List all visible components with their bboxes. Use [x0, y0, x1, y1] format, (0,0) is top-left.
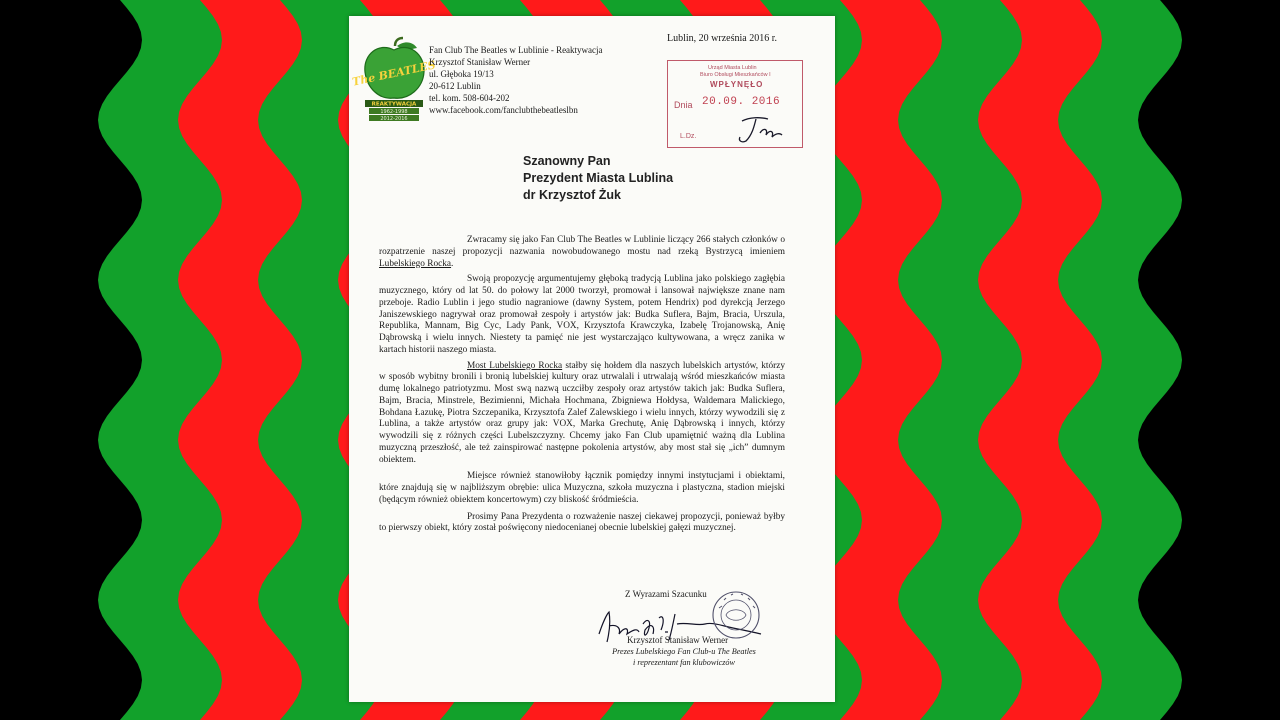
paragraph-1: Zwracamy się jako Fan Club The Beatles w Lublinie liczący 266 stałych członków o rozpatrzenie naszej propozycji nazwania nowobudowanego mostu nad rzeką Bystrzycą imieniem Lubelskiego Rocka.	[379, 235, 785, 269]
highlight-most-lubelskiego-rocka: Most Lubelskiego Rocka	[467, 360, 563, 371]
closing-phrase: Z Wyrazami Szacunku	[625, 589, 707, 599]
addressee-block	[523, 153, 673, 204]
addressee-salutation: Szanowny Pan	[523, 154, 611, 168]
letter-date: Lublin, 20 września 2016 r.	[667, 33, 777, 44]
stamp-dnia-label: Dnia	[674, 100, 693, 110]
paragraph-2: Swoją propozycję argumentujemy głęboką tradycją Lublina jako polskiego zagłębia muzycznego, który od lat 50. do połowy lat 2000 tworzył, promował i lansował największe znane nam przeboje. Radio Lublin i jego studio nagraniowe (dawny System, potem Hendrix) pod dyrekcją Jerzego Janiszewskiego nagrywał oraz promował zespoły i artystów jak: Budka Suflera, Bajm, Bracia, Urszula, Republika, Mannam, Big Cyc, Lady Pank, VOX, Krzysztofa Krawczyka, Izabelę Trojanowską, Anię Dąbrowską i wielu innych. Niestety ta pamięć nie jest wystarczająco kultywowana, a wręcz zanika w kartach historii naszego miasta.	[379, 274, 785, 355]
letter-body	[379, 235, 785, 540]
paragraph-5: Prosimy Pana Prezydenta o rozważenie naszej ciekawej propozycji, ponieważ byłby to pierwszy obiekt, który został poświęcony niedocenianej obecnie lubelskiej gałęzi muzycznej.	[379, 511, 785, 534]
paragraph-4: Miejsce również stanowiłoby łącznik pomiędzy innymi instytucjami i obiektami, które znajdują się w najbliższym obrębie: ulica Muzyczna, szkoła muzyczna i plastyczna, stadion miejski (będącym również obiektem koncertowym) czy bliskość śródmieścia.	[379, 471, 785, 505]
stamp-department: Biuro Obsługi Mieszkańców I	[700, 72, 771, 78]
highlight-lubelskiego-rocka: Lubelskiego Rocka	[379, 258, 452, 269]
svg-text:The BEATLES: The BEATLES	[351, 58, 437, 89]
stamp-initials-signature	[730, 115, 790, 145]
svg-text:1962-1998: 1962-1998	[380, 108, 408, 115]
stamp-date: 20.09. 2016	[702, 96, 781, 108]
signatory-name: Krzysztof Stanisław Werner	[627, 635, 729, 645]
stamp-office: Urząd Miasta Lublin	[708, 65, 757, 71]
sender-org: Fan Club The Beatles w Lublinie - Reaktywacja	[429, 45, 603, 55]
received-stamp	[667, 60, 803, 148]
svg-text:REAKTYWACJA: REAKTYWACJA	[371, 101, 417, 108]
signatory-title: Prezes Lubelskiego Fan Club-u The Beatles i reprezentant fan klubowiczów	[612, 647, 756, 667]
stamp-received-label: WPŁYNĘŁO	[710, 80, 764, 89]
addressee-title: Prezydent Miasta Lublina	[523, 171, 674, 185]
sender-website: www.facebook.com/fanclubthebeatleslbn	[429, 104, 578, 115]
sender-block	[429, 45, 603, 116]
fan-club-seal	[711, 590, 761, 640]
svg-text:2012-2016: 2012-2016	[380, 115, 408, 122]
addressee-name: dr Krzysztof Żuk	[523, 188, 621, 202]
sender-city: 20-612 Lublin	[429, 80, 481, 91]
sender-name: Krzysztof Stanisław Werner	[429, 56, 531, 67]
beatles-apple-logo	[351, 38, 437, 122]
letter-page	[349, 16, 835, 702]
sender-street: ul. Głęboka 19/13	[429, 68, 494, 79]
stamp-ldz-label: L.Dz.	[680, 133, 697, 140]
paragraph-3: Most Lubelskiego Rocka stałby się hołdem dla naszych lubelskich artystów, którzy w sposób wybitny bronili i bronią lubelskiej kultury oraz utrwalali i utrwalają wśród mieszkańców miasta dumę lokalnego patriotyzmu. Most swą nazwą uczciłby zespoły oraz artystów takich jak: Budka Suflera, Bajm, Bracia, Minstrele, Bezimienni, Michała Hochmana, Zbigniewa Hołdysa, Waldemara Malickiego, Bohdana Łazukę, Piotra Szczepanika, Krzysztofa Zalef Zalewskiego i wielu innych, którzy wywodzili się z Lublina, a także artystów oraz grupy jak: VOX, Marka Grechutę, Anię Dąbrowską i innych, którzy wywodzili się z różnych części Lubelszczyzny. Chcemy jako Fan Club upamiętnić ważną dla Lublina muzyczną przeszłość, ale też zainspirować następne pokolenia artystów, aby most stał się „ich” dumnym obiektem.	[379, 360, 785, 465]
sender-phone: tel. kom. 508-604-202	[429, 92, 510, 103]
